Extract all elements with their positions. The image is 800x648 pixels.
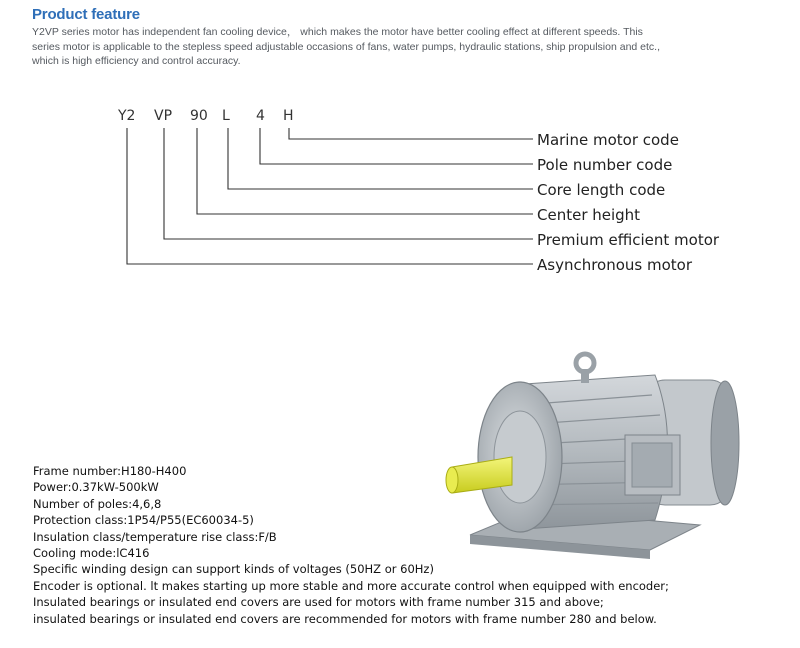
spec-list xyxy=(33,463,669,627)
code-segment-y2: Y2 xyxy=(118,108,136,124)
intro-line-2: series motor is applicable to the stepless speed adjustable occasions of fans, water pumps, hydraulic stations, ship propulsion and etc., xyxy=(32,40,661,53)
spec-encoder: Encoder is optional. lt makes starting up more stable and more accurate control when equipped with encoder; xyxy=(33,578,669,593)
code-desc-core-length: Core length code xyxy=(537,181,666,199)
spec-bearings-315: Insulated bearings or insulated end covers are used for motors with frame number 315 and above; xyxy=(33,595,604,610)
connector-line-l xyxy=(228,128,533,189)
code-desc-premium: Premium efficient motor xyxy=(537,231,720,249)
code-segment-4: 4 xyxy=(256,108,265,124)
code-segment-h: H xyxy=(283,108,294,124)
spec-cooling-mode: Cooling mode:lC416 xyxy=(33,546,150,561)
connector-line-vp xyxy=(164,128,533,239)
intro-line-3: which is high efficiency and control accuracy. xyxy=(32,55,241,67)
spec-frame-number: Frame number:H180-H400 xyxy=(33,464,187,478)
code-segment-90: 90 xyxy=(190,108,208,124)
code-segment-vp: VP xyxy=(154,108,173,124)
connector-line-90 xyxy=(197,128,533,214)
code-desc-asynchronous: Asynchronous motor xyxy=(537,256,693,274)
code-desc-pole: Pole number code xyxy=(537,156,673,174)
spec-bearings-280: insulated bearings or insulated end covers are recommended for motors with frame number 280 and below. xyxy=(33,611,657,626)
connector-line-y2 xyxy=(127,128,533,264)
code-desc-center-height: Center height xyxy=(537,206,641,224)
spec-insulation-class: Insulation class/temperature rise class:F/B xyxy=(33,529,277,544)
connector-line-4 xyxy=(260,128,533,164)
connector-line-h xyxy=(289,128,533,139)
intro-line-1: Y2VP series motor has independent fan cooling device， which makes the motor have better cooling effect at different speeds. This xyxy=(32,26,643,38)
code-desc-marine: Marine motor code xyxy=(537,131,679,149)
spec-poles: Number of poles:4,6,8 xyxy=(33,496,162,511)
code-segment-l: L xyxy=(222,108,230,124)
spec-protection-class: Protection class:1P54/P55(EC60034-5) xyxy=(33,513,254,528)
spec-winding-design: Specific winding design can support kinds of voltages (50HZ or 60Hz) xyxy=(33,562,434,577)
spec-power: Power:0.37kW-500kW xyxy=(33,480,159,495)
model-code-diagram xyxy=(0,0,800,300)
section-title: Product feature xyxy=(32,6,140,23)
